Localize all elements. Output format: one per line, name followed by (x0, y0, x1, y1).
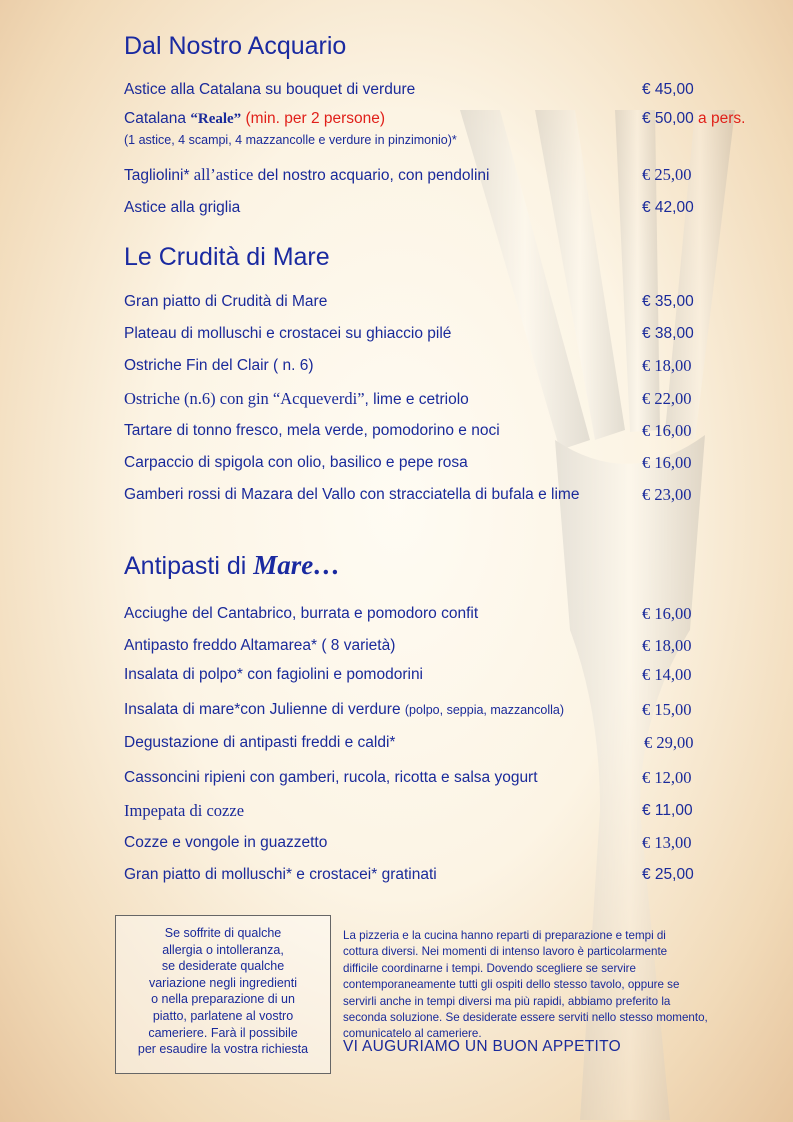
kitchen-note (343, 928, 723, 1043)
item-name-part: del nostro acquario, con pendolini (253, 167, 490, 184)
item-name: Cassoncini ripieni con gamberi, rucola, ricotta e salsa yogurt (124, 769, 538, 786)
item-name-part: Insalata di mare*con Julienne di verdure (124, 701, 405, 718)
allergy-line: se desiderate qualche (161, 959, 285, 974)
item-price-unit: a pers. (693, 110, 746, 127)
item-name-part: Tagliolini* (124, 167, 194, 184)
allergy-line: variazione negli ingredienti (148, 975, 297, 990)
allergy-notice-box (115, 915, 331, 1074)
item-price (642, 110, 745, 128)
item-name: Cozze e vongole in guazzetto (124, 834, 328, 851)
item-name: Gran piatto di molluschi* e crostacei* gratinati (124, 866, 437, 883)
note-line: difficile coordinarne i tempi. Dovendo scegliere se servire (343, 961, 636, 975)
item-price: € 16,00 (642, 604, 692, 623)
item-name: Astice alla Catalana su bouquet di verdure (124, 81, 416, 98)
section-title-crudita: Le Crudità di Mare (124, 243, 330, 271)
item-name: Astice alla griglia (124, 199, 241, 216)
allergy-line: Se soffrite di qualche (164, 926, 282, 940)
item-name: Insalata di polpo* con fagiolini e pomodorini (124, 666, 424, 683)
item-name-part: Ostriche (n.6) con gin “Acqueverdi” (124, 389, 365, 408)
section-title-emphasis: Mare… (253, 550, 341, 580)
item-price-value: € 50,00 (642, 110, 694, 127)
item-price: € 29,00 (644, 733, 694, 752)
item-price: € 45,00 (642, 81, 694, 98)
item-name: Carpaccio di spigola con olio, basilico e pepe rosa (124, 454, 468, 471)
item-description: (1 astice, 4 scampi, 4 mazzancolle e verdure in pinzimonio)* (124, 133, 457, 147)
item-name-note: (polpo, seppia, mazzancolla) (404, 703, 565, 717)
item-name (124, 110, 385, 128)
item-price: € 25,00 (642, 866, 694, 883)
section-title-text: Antipasti di (124, 552, 247, 580)
item-price: € 14,00 (642, 665, 692, 684)
item-price: € 15,00 (642, 700, 692, 719)
item-name-part: , lime e cetriolo (364, 391, 469, 408)
item-price: € 25,00 (642, 165, 692, 184)
item-price: € 11,00 (642, 802, 693, 819)
item-name-part: all’astice (193, 165, 254, 184)
item-name (124, 390, 469, 409)
allergy-line: o nella preparazione di un (151, 992, 295, 1007)
note-line: contemporaneamente tutti gli ospiti dello stesso tavolo, oppure se (343, 978, 680, 992)
note-line: La pizzeria e la cucina hanno reparti di preparazione e tempi di (343, 929, 666, 942)
allergy-line: cameriere. Farà il possibile (148, 1025, 298, 1040)
note-line: servirli anche in tempi diversi ma più rapidi, abbiamo preferito la (343, 994, 671, 1008)
item-price: € 12,00 (642, 768, 692, 787)
note-line: comunicatelo al cameriere. (343, 1027, 482, 1041)
item-price: € 23,00 (642, 485, 692, 504)
note-line: cottura diversi. Nei momenti di intenso lavoro è particolarmente (343, 945, 668, 959)
item-name-note: (min. per 2 persone) (241, 110, 386, 127)
item-price: € 22,00 (642, 389, 692, 408)
item-name: Plateau di molluschi e crostacei su ghiaccio pilé (124, 325, 452, 342)
item-name: Gran piatto di Crudità di Mare (124, 293, 328, 310)
item-price: € 16,00 (642, 421, 692, 440)
item-name: Impepata di cozze (124, 801, 245, 820)
item-name (124, 701, 564, 719)
allergy-line: piatto, parlatene al vostro (152, 1008, 294, 1023)
item-name (124, 166, 489, 185)
item-price: € 35,00 (642, 293, 694, 310)
item-price: € 13,00 (642, 833, 692, 852)
allergy-line: allergia o intolleranza, (162, 942, 284, 957)
item-price: € 16,00 (642, 453, 692, 472)
item-name: Antipasto freddo Altamarea* ( 8 varietà) (124, 637, 396, 654)
item-name-highlight: “Reale” (190, 111, 242, 127)
item-name-part: Catalana (124, 110, 191, 127)
item-price: € 18,00 (642, 356, 692, 375)
item-name: Gamberi rossi di Mazara del Vallo con stracciatella di bufala e lime (124, 486, 580, 503)
item-name: Acciughe del Cantabrico, burrata e pomodoro confit (124, 605, 479, 622)
greeting: VI AUGURIAMO UN BUON APPETITO (343, 1038, 621, 1055)
item-name: Ostriche Fin del Clair ( n. 6) (124, 357, 314, 374)
item-price: € 38,00 (642, 325, 694, 342)
item-price: € 18,00 (642, 636, 692, 655)
item-price: € 42,00 (642, 199, 694, 216)
section-title-antipasti (124, 550, 340, 581)
note-line: seconda soluzione. Se desiderate essere serviti nello stesso momento, (343, 1011, 708, 1025)
item-name: Tartare di tonno fresco, mela verde, pomodorino e noci (124, 422, 500, 439)
item-name: Degustazione di antipasti freddi e caldi* (124, 734, 396, 751)
section-title-acquario: Dal Nostro Acquario (124, 32, 347, 60)
allergy-line: per esaudire la vostra richiesta (137, 1042, 309, 1057)
